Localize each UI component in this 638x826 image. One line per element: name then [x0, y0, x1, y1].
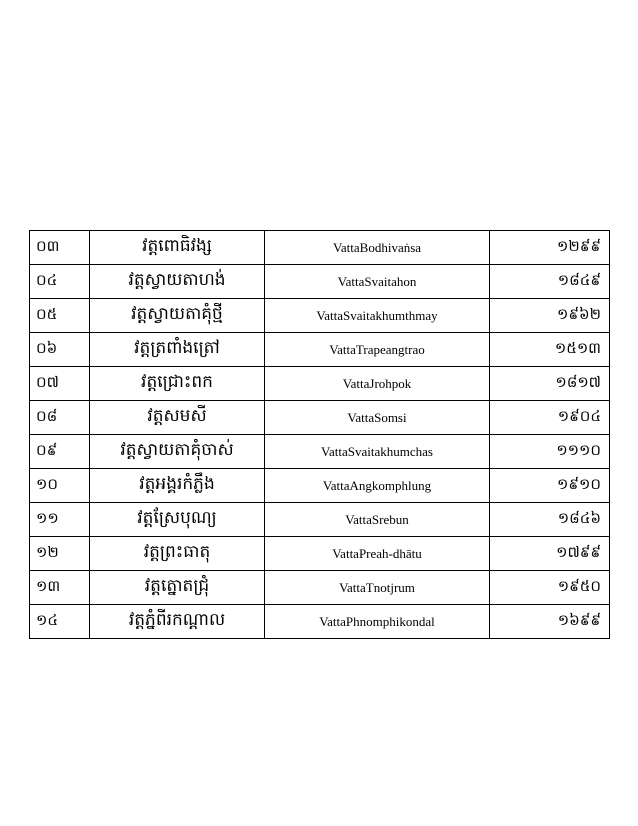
table-row	[30, 469, 610, 503]
row-number-cell: ០៨	[30, 401, 90, 435]
latin-name-cell: VattaSomsi	[265, 401, 490, 435]
khmer-name-cell: វត្តព្រះធាតុ	[90, 537, 265, 571]
khmer-name-cell: វត្តជ្រោះពក	[90, 367, 265, 401]
table-row	[30, 367, 610, 401]
khmer-name-cell: វត្តសមសី	[90, 401, 265, 435]
latin-name-cell: VattaPhnomphikondal	[265, 605, 490, 639]
khmer-name-cell: វត្តស្វាយតាហង់	[90, 265, 265, 299]
latin-name-cell: VattaSrebun	[265, 503, 490, 537]
latin-name-cell: VattaAngkomphlung	[265, 469, 490, 503]
row-number-cell: ០៤	[30, 265, 90, 299]
khmer-name-cell: វត្តស្វាយតាគុំថ្មី	[90, 299, 265, 333]
table-row	[30, 401, 610, 435]
table-row	[30, 231, 610, 265]
year-cell: ១៩៦២	[490, 299, 610, 333]
table-row	[30, 299, 610, 333]
year-cell: ១៩១០	[490, 469, 610, 503]
table-row	[30, 605, 610, 639]
row-number-cell: ០៩	[30, 435, 90, 469]
temple-table	[29, 230, 610, 639]
latin-name-cell: VattaSvaitakhumthmay	[265, 299, 490, 333]
table-row	[30, 333, 610, 367]
year-cell: ១៨១៧	[490, 367, 610, 401]
khmer-name-cell: វត្តស្វាយតាគុំចាស់	[90, 435, 265, 469]
year-cell: ១៨៤៩	[490, 265, 610, 299]
latin-name-cell: VattaBodhivaṅsa	[265, 231, 490, 265]
table-row	[30, 265, 610, 299]
year-cell: ១២៩៩	[490, 231, 610, 265]
year-cell: ១១១០	[490, 435, 610, 469]
row-number-cell: ០៣	[30, 231, 90, 265]
latin-name-cell: VattaSvaitahon	[265, 265, 490, 299]
year-cell: ១៦៩៩	[490, 605, 610, 639]
row-number-cell: ០៧	[30, 367, 90, 401]
latin-name-cell: VattaPreah-dhātu	[265, 537, 490, 571]
row-number-cell: ១៤	[30, 605, 90, 639]
khmer-name-cell: វត្តអង្គរកំភ្លឹង	[90, 469, 265, 503]
table-row	[30, 537, 610, 571]
row-number-cell: ១០	[30, 469, 90, 503]
latin-name-cell: VattaTnotjrum	[265, 571, 490, 605]
latin-name-cell: VattaTrapeangtrao	[265, 333, 490, 367]
khmer-name-cell: វត្តត្នោតជ្រុំ	[90, 571, 265, 605]
row-number-cell: ១៣	[30, 571, 90, 605]
row-number-cell: ១១	[30, 503, 90, 537]
latin-name-cell: VattaJrohpok	[265, 367, 490, 401]
khmer-name-cell: វត្តភ្នំពីរកណ្ដាល	[90, 605, 265, 639]
table-row	[30, 503, 610, 537]
year-cell: ១៩០៤	[490, 401, 610, 435]
table-row	[30, 571, 610, 605]
year-cell: ១៩៥០	[490, 571, 610, 605]
temple-table-body	[30, 231, 610, 639]
year-cell: ១៥១៣	[490, 333, 610, 367]
year-cell: ១៨៤៦	[490, 503, 610, 537]
khmer-name-cell: វត្តពោធិវង្ស	[90, 231, 265, 265]
khmer-name-cell: វត្តត្រពាំងត្រៅ	[90, 333, 265, 367]
latin-name-cell: VattaSvaitakhumchas	[265, 435, 490, 469]
row-number-cell: ០៥	[30, 299, 90, 333]
khmer-name-cell: វត្តស្រែបុណ្យ	[90, 503, 265, 537]
year-cell: ១៧៩៩	[490, 537, 610, 571]
table-row	[30, 435, 610, 469]
row-number-cell: ០៦	[30, 333, 90, 367]
row-number-cell: ១២	[30, 537, 90, 571]
